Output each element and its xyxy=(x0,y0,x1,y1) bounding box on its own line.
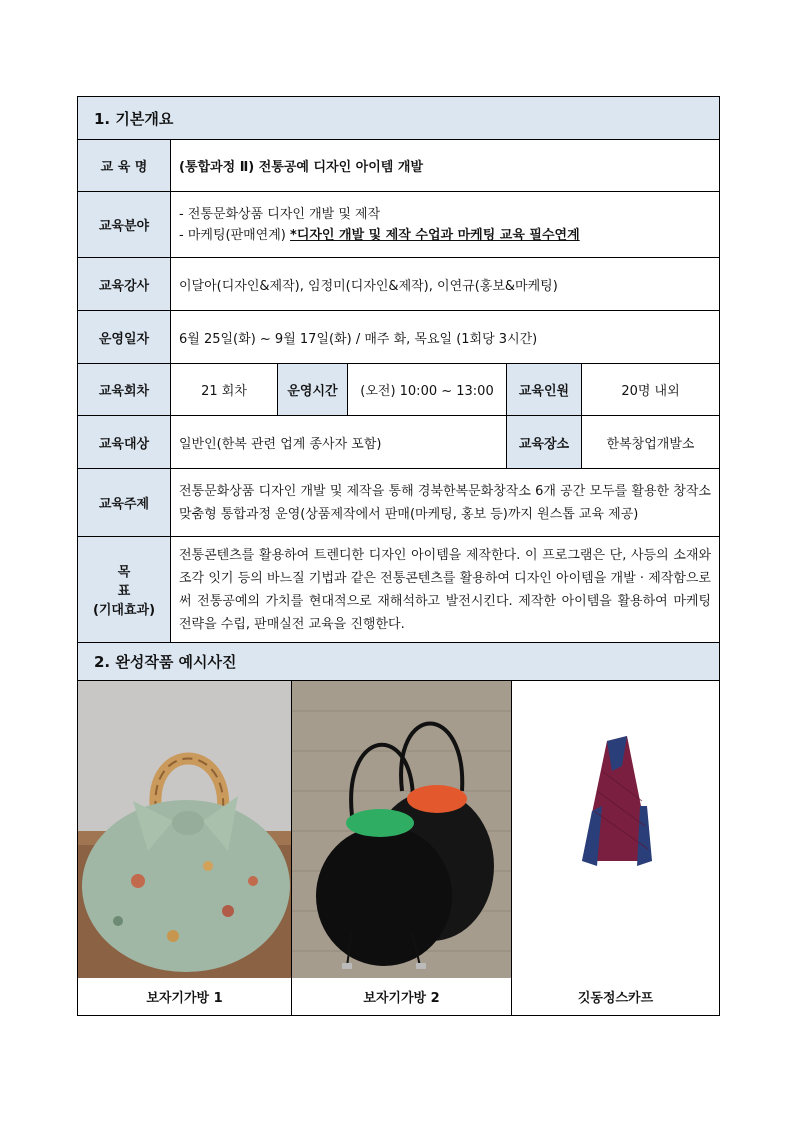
dates-label: 운영일자 xyxy=(78,311,171,363)
field-value xyxy=(171,192,719,257)
sessions-row xyxy=(78,364,719,416)
course-name-row xyxy=(78,140,719,192)
goal-value-cell xyxy=(171,537,719,642)
instructors-label: 교육강사 xyxy=(78,258,171,310)
photos-row xyxy=(78,681,719,978)
field-line-2 xyxy=(179,225,580,246)
topic-value: 전통문화상품 디자인 개발 및 제작을 통해 경북한복문화창작소 6개 공간 모두를 활용한 창작소 맞춤형 통합과정 운영(상품제작에서 판매(마케팅, 홍보 등)까지 원스톱 교육 제공) xyxy=(179,483,711,522)
place-label: 교육장소 xyxy=(507,416,582,468)
course-name-value: (통합과정 Ⅱ) 전통공예 디자인 아이템 개발 xyxy=(179,160,424,175)
black-drawstring-bags-photo xyxy=(292,681,512,978)
sessions-value: 21 회차 xyxy=(171,364,278,415)
captions-row xyxy=(78,978,719,1015)
field-row xyxy=(78,192,719,258)
time-value: (오전) 10:00 ~ 13:00 xyxy=(348,364,507,415)
course-overview-document xyxy=(77,96,720,1016)
section-2-header xyxy=(78,643,719,681)
time-label: 운영시간 xyxy=(278,364,348,415)
collar-scarf-photo xyxy=(512,681,719,978)
goal-label-sub: (기대효과) xyxy=(92,603,156,618)
place-value: 한복창업개발소 xyxy=(606,436,695,452)
goal-value: 전통콘텐츠를 활용하여 트렌디한 디자인 아이템을 제작한다. 이 프로그램은 단, 사등의 소재와 조각 잇기 등의 바느질 기법과 같은 전통콘텐츠를 활용하여 디자인 아이템을 개발 · 제작함으로써 전통공예의 가치를 현대적으로 재해석하고 발전시킨다. 제작한 아이템을 활용하여 마케팅 전략을 수립, 판매실전 교육을 진행한다. xyxy=(179,547,711,632)
target-label: 교육대상 xyxy=(78,416,171,468)
goal-label xyxy=(78,537,171,642)
section-1-header xyxy=(78,97,719,140)
people-label: 교육인원 xyxy=(507,364,582,415)
dates-value: 6월 25일(화) ~ 9월 17일(화) / 매주 화, 목요일 (1회당 3시간) xyxy=(179,331,538,347)
instructors-row xyxy=(78,258,719,311)
goal-row xyxy=(78,537,719,643)
caption-photo-1: 보자기가방 1 xyxy=(78,978,292,1015)
field-emphasis-note: *디자인 개발 및 제작 수업과 마케팅 교육 필수연계 xyxy=(290,227,580,243)
dates-row xyxy=(78,311,719,364)
field-line-2-prefix: - 마케팅(판매연계) xyxy=(179,227,291,243)
field-line-1: - 전통문화상품 디자인 개발 및 제작 xyxy=(179,206,381,222)
section-2-title: 2. 완성작품 예시사진 xyxy=(94,653,237,671)
field-label: 교육분야 xyxy=(78,192,171,257)
topic-label: 교육주제 xyxy=(78,469,171,536)
course-name-label: 교 육 명 xyxy=(78,140,171,191)
sessions-label: 교육회차 xyxy=(78,364,171,415)
topic-row xyxy=(78,469,719,537)
instructors-value: 이달아(디자인&제작), 임정미(디자인&제작), 이연규(홍보&마케팅) xyxy=(179,278,558,294)
target-value: 일반인(한복 관련 업계 종사자 포함) xyxy=(171,416,507,468)
topic-value-cell xyxy=(171,469,719,536)
people-value: 20명 내외 xyxy=(621,384,680,399)
green-bojagi-bag-photo xyxy=(78,681,292,978)
caption-photo-2: 보자기가방 2 xyxy=(292,978,512,1015)
caption-photo-3: 깃동정스카프 xyxy=(577,991,654,1006)
section-1-title: 1. 기본개요 xyxy=(94,109,174,128)
goal-label-main: 목 표 xyxy=(117,565,151,599)
target-row xyxy=(78,416,719,469)
